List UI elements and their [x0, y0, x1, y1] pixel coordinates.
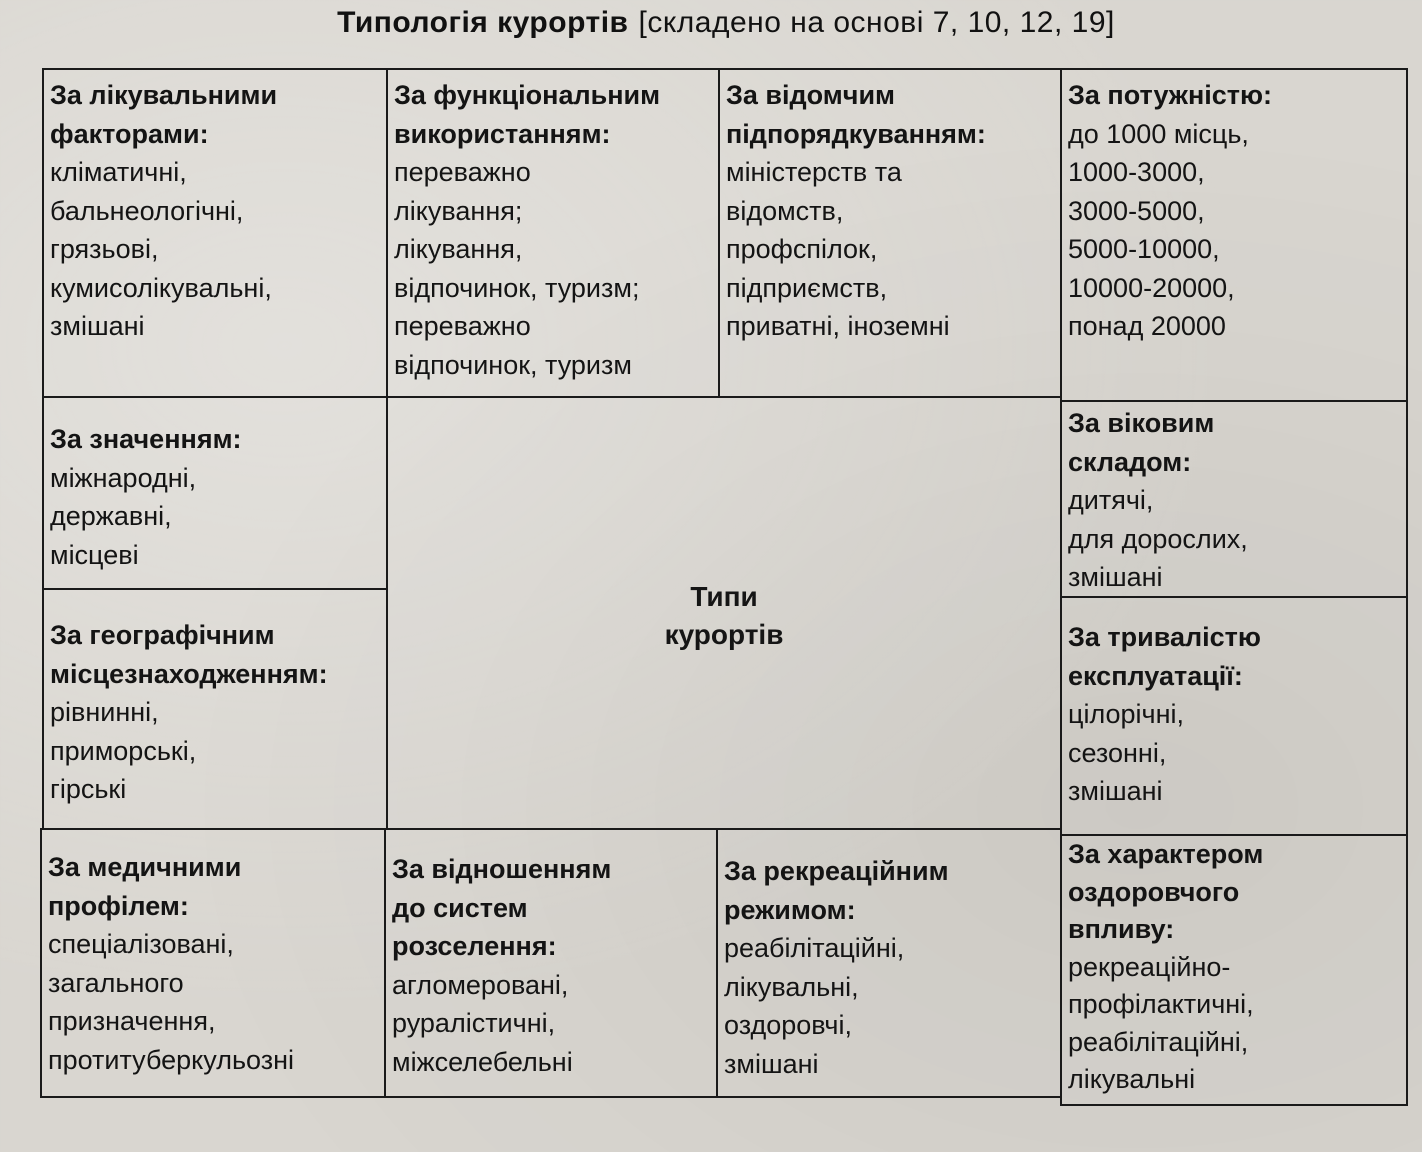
cell-heading-line: За географічним — [50, 620, 275, 650]
cell-item: гірські — [50, 774, 127, 804]
cell-item: змішані — [1068, 562, 1163, 592]
cell-heading-line: За лікувальними — [50, 80, 278, 110]
cell-item: відпочинок, туризм — [394, 349, 632, 380]
cell-item: для дорослих, — [1068, 523, 1248, 554]
cell-item: переважно — [394, 311, 531, 341]
cell-item: міністерств та — [726, 157, 902, 187]
cell-item: міжселебельні — [392, 1046, 573, 1077]
cell-item: загального — [48, 967, 184, 998]
cell-departmental — [718, 68, 1062, 398]
cell-item: спеціалізовані, — [48, 929, 234, 959]
cell-heading-line: За значенням: — [50, 424, 242, 454]
cell-item: рекреаційно- — [1068, 951, 1231, 982]
title-source: [складено на основі 7, 10, 12, 19] — [638, 6, 1115, 39]
cell-heading-line: факторами: — [50, 118, 209, 149]
cell-item: змішані — [1068, 776, 1163, 806]
cell-capacity — [1060, 68, 1408, 402]
cell-heading-line: експлуатації: — [1068, 660, 1243, 691]
cell-item: профілактичні, — [1068, 989, 1254, 1019]
cell-heading-line: місцезнаходженням: — [50, 658, 328, 689]
cell-age — [1060, 400, 1408, 598]
cell-heading-line: За характером — [1068, 839, 1264, 869]
cell-item: приватні, іноземні — [726, 311, 950, 341]
cell-item: кліматичні, — [50, 157, 187, 187]
cell-item: призначення, — [48, 1006, 216, 1036]
cell-heading-line: За тривалістю — [1068, 622, 1261, 652]
title-bold: Типологія курортів — [337, 6, 629, 39]
cell-item: приморські, — [50, 735, 197, 766]
cell-medical-profile — [40, 828, 386, 1098]
cell-item: понад 20000 — [1068, 311, 1226, 341]
cell-item: міжнародні, — [50, 462, 197, 493]
cell-heading-line: За функціональним — [394, 80, 661, 110]
cell-item: грязьові, — [50, 234, 159, 264]
cell-functional-use — [386, 68, 720, 398]
cell-heading-line: складом: — [1068, 446, 1192, 477]
cell-item: цілорічні, — [1068, 699, 1185, 729]
cell-item: відомств, — [726, 195, 844, 226]
cell-heading-line: За віковим — [1068, 408, 1215, 438]
cell-heading-line: За медичними — [48, 852, 242, 882]
cell-recreational-regime — [716, 828, 1062, 1098]
cell-item: змішані — [724, 1048, 819, 1079]
cell-heading-line: За відомчим — [726, 80, 896, 110]
cell-heading-line: впливу: — [1068, 914, 1175, 944]
cell-heading-line: використанням: — [394, 118, 611, 149]
cell-item: дитячі, — [1068, 485, 1154, 515]
cell-health-effect — [1060, 834, 1408, 1106]
cell-heading-line: оздоровчого — [1068, 876, 1240, 907]
cell-item: лікування, — [394, 234, 523, 264]
cell-item: відпочинок, туризм; — [394, 272, 640, 303]
cell-item: лікування; — [394, 195, 523, 226]
cell-item: реабілітаційні, — [1068, 1026, 1249, 1057]
cell-item: кумисолікувальні, — [50, 272, 272, 303]
cell-item: агломеровані, — [392, 969, 569, 1000]
cell-duration — [1060, 596, 1408, 836]
cell-item: лікувальні, — [724, 971, 859, 1002]
cell-item: переважно — [394, 157, 531, 187]
center-line-1: Типи — [690, 581, 758, 612]
cell-item: руралістичні, — [392, 1008, 556, 1038]
cell-settlement — [384, 828, 718, 1098]
cell-item: реабілітаційні, — [724, 933, 905, 963]
cell-item: сезонні, — [1068, 737, 1167, 768]
cell-heading-line: За рекреаційним — [724, 856, 949, 886]
cell-heading-line: підпорядкуванням: — [726, 118, 986, 149]
cell-significance — [42, 396, 388, 590]
cell-item: 1000-3000, — [1068, 157, 1205, 187]
cell-item: рівнинні, — [50, 697, 159, 727]
cell-item: підприємств, — [726, 272, 888, 303]
cell-item: змішані — [50, 311, 145, 341]
cell-item: до 1000 місць, — [1068, 118, 1249, 149]
cell-item: протитуберкульозні — [48, 1044, 295, 1075]
cell-item: 10000-20000, — [1068, 272, 1235, 303]
page-title — [0, 6, 1422, 40]
cell-item: державні, — [50, 501, 172, 531]
cell-item: 5000-10000, — [1068, 234, 1220, 264]
center-types — [386, 396, 1062, 830]
cell-heading-line: За потужністю: — [1068, 80, 1273, 110]
cell-heading-line: режимом: — [724, 894, 856, 925]
cell-item: оздоровчі, — [724, 1010, 852, 1040]
cell-item: лікувальні — [1068, 1064, 1196, 1094]
cell-healing-factors — [42, 68, 388, 398]
cell-heading-line: профілем: — [48, 890, 189, 921]
center-line-2: курортів — [664, 619, 784, 650]
cell-item: профспілок, — [726, 234, 878, 264]
cell-item: місцеві — [50, 539, 139, 570]
cell-heading-line: до систем — [392, 892, 528, 923]
cell-geographic — [42, 588, 388, 830]
cell-item: 3000-5000, — [1068, 195, 1205, 226]
cell-item: бальнеологічні, — [50, 195, 244, 226]
cell-heading-line: За відношенням — [392, 854, 612, 884]
cell-heading-line: розселення: — [392, 931, 557, 961]
